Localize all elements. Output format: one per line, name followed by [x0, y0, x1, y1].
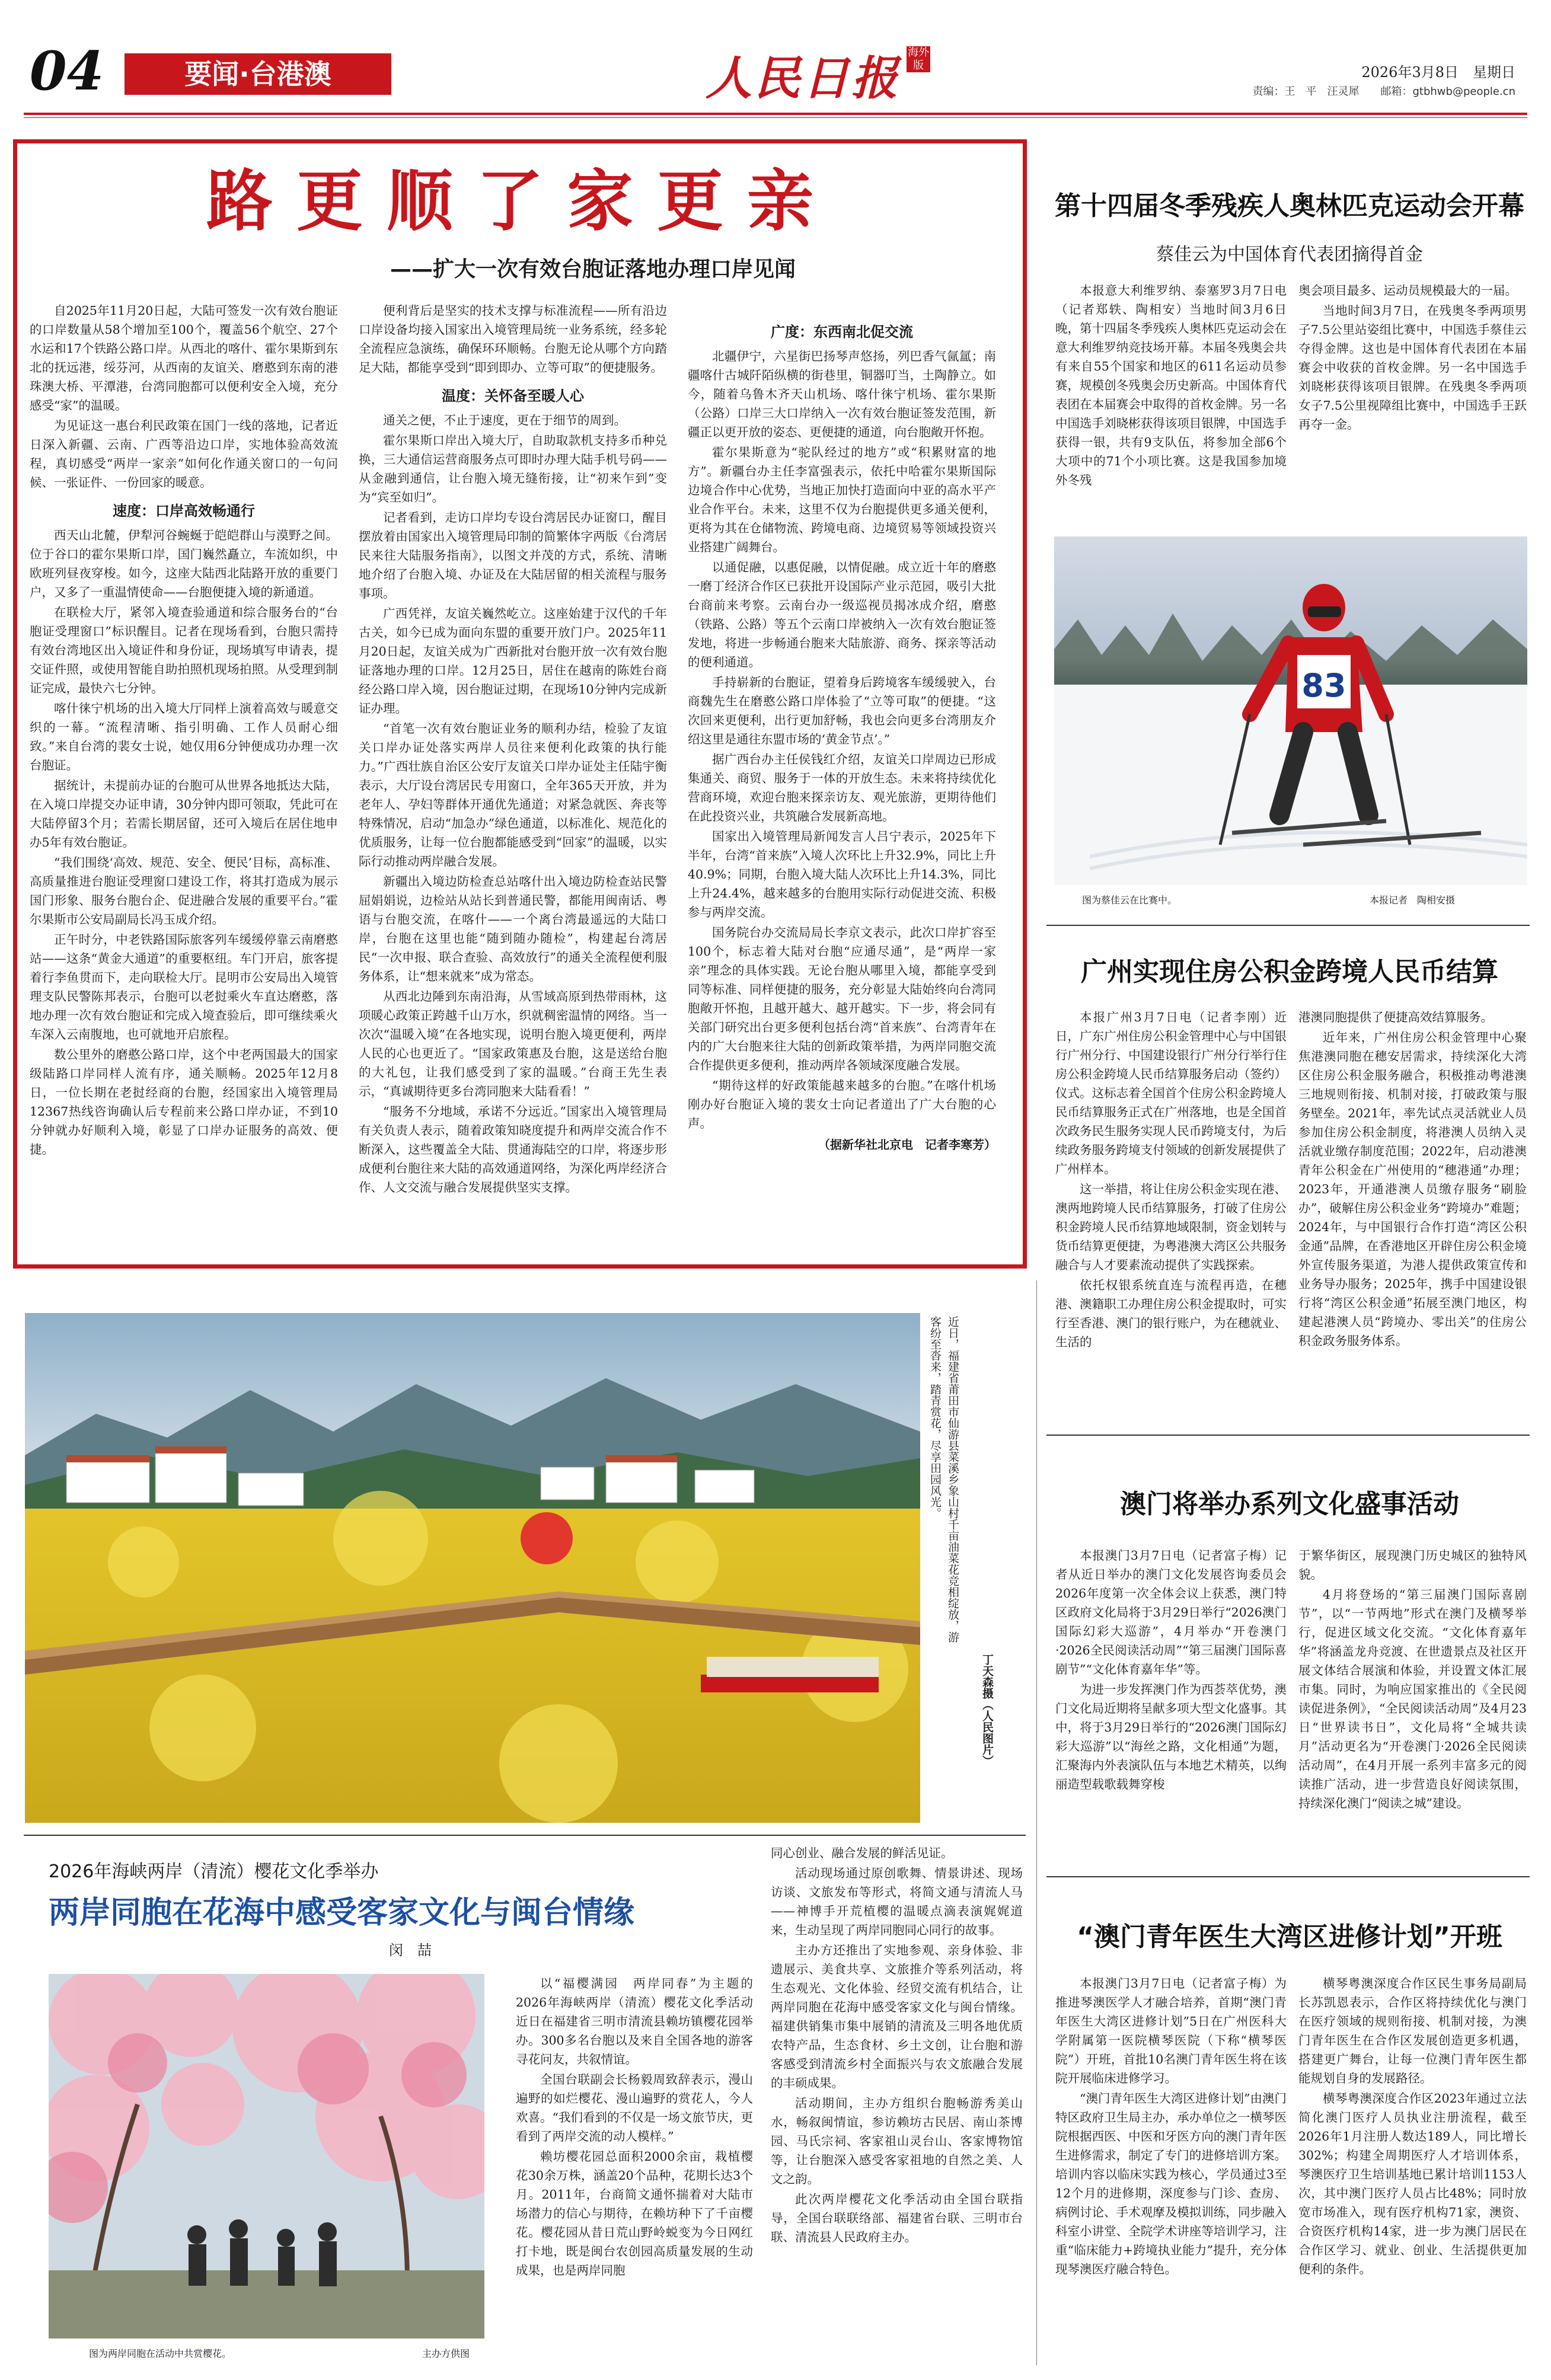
issue-date: 2026年3月8日 星期日	[1361, 64, 1515, 81]
paralympics-col-1: 本报意大利维罗纳、泰塞罗3月7日电（记者郑轶、陶相安）当地时间3月6日晚，第十四届冬季残疾人奥林匹克运动会在意大利维罗纳竞技场开幕。本届冬残奥会共有来自55个国家和地区的611名运动员参赛，规模创冬残奥会历史新高。中国体育代表团在本届赛会中取得的首枚金牌。另一名中国选手刘晓彬获得该项目银牌，中国选手获得一银，共有9支队伍，将参加全部6个大项中的71个小项比赛。这是我国参加境外冬残	[1055, 283, 1287, 487]
rapeseed-field-illustration	[25, 1313, 920, 1823]
paralympics-col-2: 奥会项目最多、运动员规模最大的一届。 当地时间3月7日，在残奥冬季两项男子7.5公里站姿组比赛中，中国选手蔡佳云夺得金牌。这也是中国体育代表团在本届赛会中收获的首枚金牌。另一名中国选手刘晓彬获得该项目银牌。在残奥冬季两项女子7.5公里视障组比赛中，中国选手王跃再夺一金。	[1298, 283, 1527, 432]
rapeseed-caption: 近日，福建省莆田市仙游县菜溪乡象山村千亩油菜花竞相绽放，游客纷至沓来，踏青赏花，尽享田园风光。	[928, 1316, 959, 1643]
lead-story-subtitle: ——扩大一次有效台胞证落地办理口岸见闻	[390, 257, 796, 282]
lead-story-title: 路更顺了家更亲	[206, 162, 837, 240]
cherry-col-1: 以“福樱满园 两岸同春”为主题的2026年海峡两岸（清流）樱花文化季活动近日在福建省三明市清流县赖坊镇樱花园举办。300多名台胞以及来自全国各地的游客寻花问友，共叙情谊。 全国台联副会长杨毅周致辞表示，漫山遍野的如烂樱花、漫山遍野的赏花人，今人欢喜。“我们看到的不仅是一场文旅节庆，更看到了两岸交流的动人模样。” 赖坊樱花园总面积2000余亩，栽植樱花30余万株，涵盖20个品种，花期长达3个月。2011年，台商简文通怀揣着对大陆市场潜力的信心与期待，在赖坊种下了千亩樱花。樱花园从昔日荒山野岭蜕变为今日网红打卡地，既是闽台农创园高质量发展的生动成果，也是两岸同胞	[516, 1976, 753, 2277]
paper-logo: 人民日报 海外版	[706, 46, 930, 106]
rapeseed-credit: 丁天森摄（人民图片）	[981, 1654, 994, 1766]
section-title: 要闻·台港澳	[125, 53, 391, 95]
subheading-breadth: 广度：东西南北促交流	[771, 324, 913, 340]
cherry-author: 闵 喆	[389, 1942, 432, 1959]
macau-doctors-col-2: 横琴粤澳深度合作区民生事务局副局长苏凯恩表示，合作区将持续优化与澳门在医疗领域的规则衔接、机制对接，为澳门青年医生在合作区发展创造更多机遇，搭建更广舞台，让每一位澳门青年医生都能规划自身的发展路径。 横琴粤澳深度合作区2023年通过立法简化澳门医疗人员执业注册流程，截至2026年1月注册人数达189人，同比增长302%；构建全周期医疗人才培训体系，琴澳医疗卫生培训基地已累计培训1153人次，其中澳门医疗人员占比48%；同时放宽市场准入，现有医疗机构71家，澳资、合资医疗机构14家，进一步为澳门居民在合作区学习、就业、创业、生活提供更加便利的条件。	[1298, 1976, 1527, 2276]
svg-text:83: 83	[1301, 667, 1346, 704]
paralympics-subtitle: 蔡佳云为中国体育代表团摘得首金	[1156, 244, 1423, 265]
masthead-rule-thin	[24, 117, 1527, 118]
macau-doctors-col-1: 本报澳门3月7日电（记者富子梅）为推进琴澳医学人才融合培养，首期“澳门青年医生大湾区进修计划”5日在广州医科大学附属第一医院横琴医院（下称“横琴医院”）开班，首批10名澳门青年医生将在该院开展临床进修学习。 “澳门青年医生大湾区进修计划”由澳门特区政府卫生局主办，承办单位之一横琴医院根据西医、中医和牙医方向的澳门青年医生进修需求，制定了专门的进修培训方案。培训内容以临床实践为核心，学员通过3至12个月的进修期，深度参与门诊、查房、病例讨论、手术观摩及模拟训练，同步融入科室小讲堂、全院学术讲座等培训学习，注重“临床能力+跨境执业能力”提升，充分体现琴澳医疗融合特色。	[1055, 1976, 1287, 2276]
vertical-divider	[1036, 1280, 1037, 2365]
paralympics-title: 第十四届冬季残疾人奥林匹克运动会开幕	[1055, 191, 1524, 221]
cherry-photo-credit: 主办方供图	[422, 2348, 470, 2359]
editors-line: 责编：王 平 汪灵犀 邮箱：gtbhwb@people.cn	[1252, 85, 1515, 98]
paralympics-photo	[1054, 536, 1527, 885]
lead-byline: （据新华社北京电 记者李寒芳）	[818, 1138, 996, 1152]
guangzhou-col-2: 港澳同胞提供了便捷高效结算服务。 近年来，广州住房公积金管理中心聚焦港澳同胞在穗安居需求，持续深化大湾区住房公积金服务融合，积极推动粤港澳三地规则衔接、机制对接，打破政策与服务壁垒。2021年，率先试点灵活就业人员参加住房公积金制度，将港澳人员纳入灵活就业缴存制度范围；2022年，启动港澳青年公积金在广州使用的“穗港通”办理；2023年，开通港澳人员缴存服务“刷脸办”，破解住房公积金业务“跨境办”难题；2024年，与中国银行合作打造“湾区公积金通”品牌，在香港地区开辟住房公积金境外宣传服务渠道，为港人提供政策宣传和业务导办服务；2025年，携手中国建设银行将“湾区公积金通”拓展至澳门地区，构建起港澳人员“跨境办、零出关”的住房公积金政务服务体系。	[1298, 1010, 1527, 1348]
cherry-photo-caption: 图为两岸同胞在活动中共赏樱花。	[89, 2348, 232, 2359]
cherry-photo	[49, 1974, 484, 2339]
macau-culture-title: 澳门将举办系列文化盛事活动	[1120, 1489, 1459, 1519]
masthead-rule	[24, 113, 1527, 115]
page-number: 04	[30, 40, 104, 103]
subheading-speed: 速度：口岸高效畅通行	[113, 503, 255, 519]
guangzhou-title: 广州实现住房公积金跨境人民币结算	[1081, 957, 1498, 987]
paralympics-photo-caption: 图为蔡佳云在比赛中。	[1082, 895, 1177, 906]
cherry-col-2: 同心创业、融合发展的鲜活见证。 活动现场通过原创歌舞、情景讲述、现场访谈、文旅发布等形式，将简文通与清流人马——神博手开荒植樱的温暖点滴表演娓娓道来，生动呈现了两岸同胞同心同行的故事。 主办方还推出了实地参观、亲身体验、非遗展示、美食共享、文旅推介等系列活动，将生态观光、文化体验、经贸交流有机结合，让两岸同胞在花海中感受客家文化与闽台情缘。福建供销集市集中展销的清流及三明各地优质农特产品，生态食材、乡土文创，让台胞和游客感受到清流乡村全面振兴与农文旅融合发展的丰硕成果。 活动期间，主办方组织台胞畅游秀美山水，畅叙闽情谊，参访赖坊古民居、南山茶博园、马氏宗祠、客家祖山灵台山、客家博物馆等，让台胞深入感受客家祖地的自然之美、人文之韵。 此次两岸樱花文化季活动由全国台联指导，全国台联联络部、福建省台联、三明市台联、清流县人民政府主办。	[771, 1846, 1023, 2244]
lead-col-1: 自2025年11月20日起，大陆可签发一次有效台胞证的口岸数量从58个增加至100个，覆盖56个航空、27个水运和17个铁路公路口岸。从西北的喀什、霍尔果斯到东北的抚远港，绥芬河，从西南的友谊关、磨憨到东南的港珠澳大桥、平潭港，台湾同胞都可以便利安全入境，充分感受“家”的温暖。 为见证这一惠台利民政策在国门一线的落地，记者近日深入新疆、云南、广西等沿边口岸，实地体验高效流程，真切感受“两岸一家亲”如何化作通关窗口的一句问候、一张证件、一份回家的暖意。 速度：口岸高效畅通行 西天山北麓，伊犁河谷蜿蜒于皑皑群山与漠野之间。位于谷口的霍尔果斯口岸，国门巍然矗立，车流如织，中欧班列昼夜穿梭。如今，这座大陆西北陆路开放的重要门户，又多了一重温情使命——台胞便捷入境的新通道。 在联检大厅，紧邻入境查验通道和综合服务台的“台胞证受理窗口”标识醒目。记者在现场看到，台胞只需持有效台湾地区出入境证件和身份证，现场填写申请表，提交证件照，或使用智能自助拍照机现场拍照。从受理到制证完成，最快六七分钟。 喀什徕宁机场的出入境大厅同样上演着高效与暖意交织的一幕。“流程清晰、指引明确、工作人员耐心细致。”来自台湾的裴女士说，她仅用6分钟便成功办理一次台胞证。 据统计，未提前办证的台胞可从世界各地抵达大陆，在入境口岸提交办证申请，30分钟内即可领取，凭此可在大陆停留3个月；若需长期居留，还可入境后在居住地申办5年有效台胞证。 “我们围绕‘高效、规范、安全、便民’目标，高标准、高质量推进台胞证受理窗口建设工作，将其打造成为展示国门形象、服务台胞台企、促进融合发展的重要平台。”霍尔果斯市公安局副局长冯玉成介绍。 正午时分，中老铁路国际旅客列车缓缓停靠云南磨憨站——这条“黄金大通道”的重要枢纽。车门开启，旅客提着行李鱼贯而下，走向联检大厅。昆明市公安局出入境管理支队民警陈邦表示，台胞可以老挝乘火车直达磨憨，落地办理一次有效台胞证和完成入境查验后，即可继续乘火车深入云南腹地，也可就地开启旅程。 数公里外的磨憨公路口岸，这个中老两国最大的国家级陆路口岸同样人流有序，通关顺畅。2025年12月8日，一位长期在老挝经商的台胞，经国家出入境管理局12367热线咨询确认后专程前来公路口岸办证，不到10分钟就办好顺利入境，彰显了口岸办证服务的高效、便捷。	[30, 304, 338, 1157]
macau-doctors-title: “澳门青年医生大湾区进修计划”开班	[1077, 1922, 1502, 1952]
skier-illustration	[1054, 536, 1527, 885]
divider-2	[1046, 1435, 1530, 1436]
cherry-title: 两岸同胞在花海中感受客家文化与闽台情缘	[49, 1895, 635, 1931]
guangzhou-col-1: 本报广州3月7日电（记者李刚）近日，广东广州住房公积金管理中心与中国银行广州分行、中国建设银行广州分行举行住房公积金跨境人民币结算服务启动（签约）仪式。这标志着全国首个住房公积金跨境人民币结算服务正式在广州落地，也是全国首次政务民生服务实现人民币跨境支付，为后续政务服务跨境支付领域的创新发展提供了广州样本。 这一举措，将让住房公积金实现在港、澳两地跨境人民币结算服务，打破了住房公积金跨境人民币结算地域限制，资金划转与货币结算更便捷，为粤港澳大湾区公共服务融合与人才要素流动提供了实践探索。 依托权银系统直连与流程再造，在穗港、澳籍职工办理住房公积金提取时，可实行至香港、澳门的银行账户，为在穗就业、生活的	[1055, 1010, 1287, 1349]
paralympics-photo-credit: 本报记者 陶相安摄	[1370, 895, 1456, 906]
masthead	[24, 24, 1527, 113]
edition-badge: 海外版	[908, 46, 930, 72]
divider-4	[24, 1835, 1026, 1836]
divider-3	[1046, 1876, 1530, 1877]
divider-1	[1046, 925, 1530, 926]
cherry-kicker: 2026年海峡两岸（清流）樱花文化季举办	[49, 1861, 379, 1882]
subheading-warmth: 温度：关怀备至暖人心	[442, 388, 584, 404]
lead-col-3: 广度：东西南北促交流 北疆伊宁，六星街巴扬琴声悠扬，列巴香气氤氲；南疆喀什古城阡陌纵横的街巷里，铜器叮当，土陶静立。如今，随着乌鲁木齐天山机场、喀什徕宁机场、霍尔果斯（公路）口岸三大口岸纳入一次有效台胞证签发范围，新疆正以更开放的姿态、更便捷的通道，向台胞敞开怀抱。 霍尔果斯意为“驼队经过的地方”或“积累财富的地方”。新疆台办主任李富强表示，依托中哈霍尔果斯国际边境合作中心优势，当地正加快打造面向中亚的高水平产业合作平台。未来，这里不仅为台胞提供更多通关便利，更将为其在仓储物流、跨境电商、边境贸易等领域投资兴业搭建广阔舞台。 以通促融，以惠促融，以情促融。成立近十年的磨憨一磨丁经济合作区已获批开设国际产业示范园，吸引大批台商前来考察。云南台办一级巡视员揭冰成介绍，磨憨（铁路、公路）等五个云南口岸被纳入一次有效台胞证签发地，将进一步畅通台胞来大陆旅游、商务、探亲等活动的便利通道。 手持崭新的台胞证，望着身后跨境客车缓缓驶入，台商魏先生在磨憨公路口岸体验了“立等可取”的便捷。“这次回来更便利，出行更加舒畅，我也会向更多台湾朋友介绍这里是通往东盟市场的‘黄金节点’。” 据广西台办主任侯钱红介绍，友谊关口岸周边已形成集通关、商贸、服务于一体的开放生态。未来将持续优化营商环境，欢迎台胞来探亲访友、观光旅游，更期待他们在此投资兴业，共筑融合发展新高地。 国家出入境管理局新闻发言人吕宁表示，2025年下半年，台湾“首来族”入境人次环比上升32.9%，同比上升40.9%；同期，台胞入境大陆人次环比上升14.3%，同比上升24.4%，越来越多的台胞用实际行动促进交流、积极参与两岸交流。 国务院台办交流局局长李京文表示，此次口岸扩容至100个，标志着大陆对台胞“应通尽通”，是“两岸一家亲”理念的具体实践。无论台胞从哪里入境，都能享受到同等标准、同样便捷的服务，充分彰显大陆始终向台湾同胞敞开怀抱，且越开越大、越开越实。下一步，将会同有关部门研究出台更多便利包括台湾“首来族”、台湾青年在内的广大台胞来往大陆的创新政策举措，为两岸同胞交流合作提供更多便利，推动两岸各领域深度融合发展。 “期待这样的好政策能越来越多的台胞。”在喀什机场刚办好台胞证入境的裴女士向记者道出了广大台胞的心声。 （据新华社北京电 记者李寒芳）	[688, 320, 996, 1245]
rapeseed-photo	[25, 1313, 920, 1823]
macau-culture-col-2: 于繁华街区，展现澳门历史城区的独特风貌。 4月将登场的“第三届澳门国际喜剧节”，以“一节两地”形式在澳门及横琴举行，促进区域文化交流。“文化体育嘉年华”将涵盖龙舟竞渡、在世遗景点及社区开展文体结合展演和体验，并设置文体汇展市集。同时，为响应国家推出的《全民阅读促进条例》，“全民阅读活动周”及4月23日“世界读书日”，文化局将“全城共读月”活动更名为“开卷澳门·2026全民阅读活动周”，在4月开展一系列丰富多元的阅读推广活动，进一步营造良好阅读氛围，持续深化澳门“阅读之城”建设。	[1298, 1548, 1527, 1810]
lead-col-2: 便利背后是坚实的技术支撑与标准流程——所有沿边口岸设备均接入国家出入境管理局统一业务系统，经多轮全流程应急演练，确保环环顺畅。台胞无论从哪个方向踏足大陆，都能享受到“即到即办、立等可取”的便捷服务。 温度：关怀备至暖人心 通关之便，不止于速度，更在于细节的周到。 霍尔果斯口岸出入境大厅，自助取款机支持多币种兑换，三大通信运营商服务点可即时办理大陆手机号码——从金融到通信，让台胞入境无缝衔接，让“初来乍到”变为“宾至如归”。 记者看到，走访口岸均专设台湾居民办证窗口，醒目摆放着由国家出入境管理局印制的简繁体字两版《台湾居民来往大陆服务指南》，以图文并茂的方式，系统、清晰地介绍了台胞入境、办证及在大陆居留的相关流程与服务事项。 广西凭祥，友谊关巍然屹立。这座始建于汉代的千年古关，如今已成为面向东盟的重要开放门户。2025年11月20日起，友谊关成为广西新批对台胞开放一次有效台胞证落地办理的口岸。12月25日，居住在越南的陈姓台商经公路口岸入境，因台胞证过期，在现场10分钟内完成新证办理。 “首笔一次有效台胞证业务的顺利办结，检验了友谊关口岸办证处落实两岸人员往来便利化政策的执行能力。”广西壮族自治区公安厅友谊关口岸办证处主任陆宇衡表示，大厅设台湾居民专用窗口，全年365天开放，并为老年人、孕妇等群体开通优先通道；对紧急就医、奔丧等特殊情况，启动“加急办”绿色通道，以标准化、规范化的优质服务，让每一位台胞都能感受到“回家”的温暖，以实际行动推动两岸融合发展。 新疆出入境边防检查总站喀什出入境边防检查站民警屈娟娟说，边检站从站长到普通民警，都能用闽南话、粤语与台胞交流，在喀什——一个离台湾最遥远的大陆口岸，台胞在这里也能“随到随办随检”，构建起台湾居民“一次申报、联合查验、高效放行”的通关全流程便利服务体系，让“想来就来”成为常态。 从西北边陲到东南沿海，从雪域高原到热带雨林，这项暖心政策正跨越千山万水，织就稠密温情的网络。当一次次“温暖入境”在各地实现，说明台胞入境更便利，两岸人民的心也更近了。“国家政策惠及台胞，这是送给台胞的大礼包，让我们感受到了家的温暖。”台商王先生表示，“真诚期待更多台湾同胞来大陆看看！” “服务不分地域，承诺不分远近。”国家出入境管理局有关负责人表示，随着政策知晓度提升和两岸交流合作不断深入，这些覆盖全大陆、贯通海陆空的口岸，将逐步形成便利台胞往来大陆的高效通道网络，为深化两岸经济合作、人文交流与融合发展提供坚实支撑。	[359, 304, 667, 1194]
cherry-blossom-illustration	[49, 1974, 484, 2339]
macau-culture-col-1: 本报澳门3月7日电（记者富子梅）记者从近日举办的澳门文化发展咨询委员会2026年度第一次全体会议上获悉，澳门特区政府文化局将于3月29日举行“2026澳门国际幻彩大巡游”，4月举办“开卷澳门·2026全民阅读活动周”“第三届澳门国际喜剧节”“文化体育嘉年华”等。 为进一步发挥澳门作为西荟萃优势，澳门文化局近期将呈献多项大型文化盛事。其中，将于3月29日举行的“2026澳门国际幻彩大巡游”以“海丝之路，文化相通”为题，汇聚海内外表演队伍与本地艺术精英，以绚丽造型载歌载舞穿梭	[1055, 1548, 1287, 1791]
